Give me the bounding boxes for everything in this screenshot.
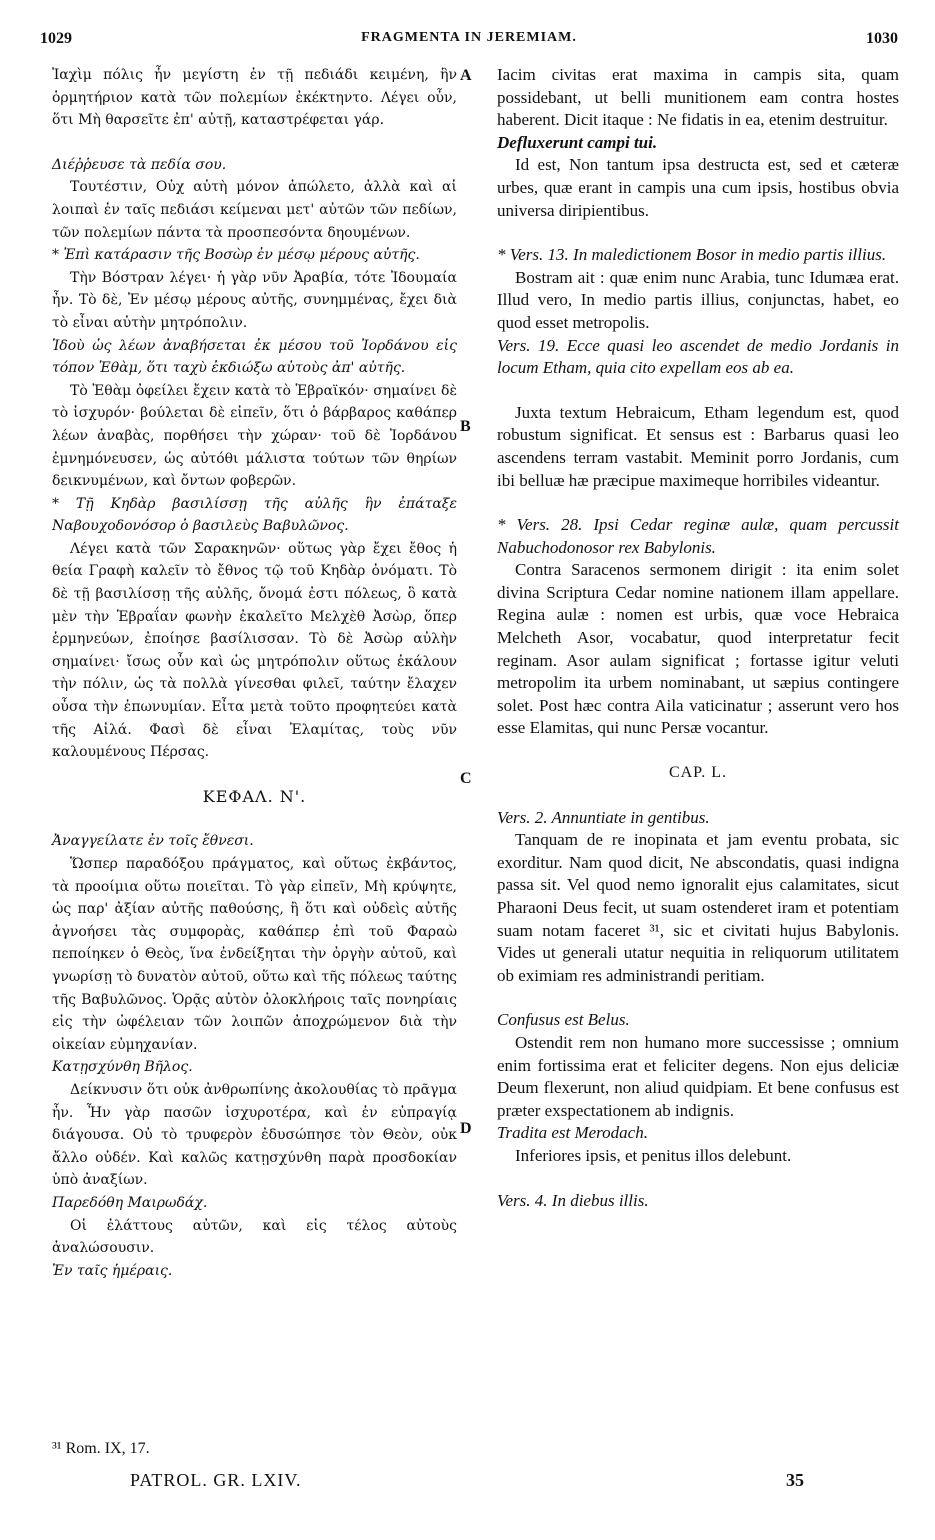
- latin-lemma: Tradita est Merodach.: [497, 1123, 648, 1143]
- latin-chapter-heading: CAP. L.: [668, 764, 728, 782]
- latin-lemma: Confusus est Belus.: [497, 1010, 630, 1030]
- latin-column: [497, 64, 899, 1212]
- greek-lemma: Παρεδόθη Μαιρωδάχ.: [52, 1194, 208, 1211]
- running-title: FRAGMENTA IN JEREMIAM.: [361, 30, 577, 45]
- running-header: [40, 30, 898, 54]
- volume-signature: PATROL. GR. LXIV.: [130, 1470, 302, 1490]
- greek-column: [52, 64, 457, 1282]
- greek-paragraph: Λέγει κατὰ τῶν Σαρακηνῶν· οὕτως γὰρ ἔχει ἔθος ἡ θεία Γραφὴ καλεῖν τὸ ἔθνος τῷ τοῦ Κηδὰρ ὀνόματι. Τὸ δὲ τῇ βασιλίσσῃ τῆς αὐλῆς, ὄνομά ἐστι πόλεως, ὃ κατὰ μὲν τὴν Ἑβραΐαν φωνὴν ἐκαλεῖτο Μελχὲθ Ἀσὼρ, ὅπερ ἑρμηνεύων, ἐποίησε βασίλισσαν. Τὸ δὲ Ἀσὼρ αὐλὴν σημαίνει· ἴσως οὖν καὶ ὡς μητρόπολιν οὕτως ἐκάλουν τὴν πόλιν, ὡς τὰ πολλὰ γίνεσθαι φιλεῖ, ταύτην ἔλαχεν οὖσα τὴν ἐπωνυμίαν. Εἶτα μετὰ τοῦτο προφητεύει κατὰ τῆς Αἰλά. Φασὶ δὲ εἶναι Ἐλαμίτας, τοὺς νῦν καλουμένους Πέρσας.: [52, 540, 457, 761]
- latin-paragraph: Inferiores ipsis, et penitus illos delebunt.: [515, 1145, 792, 1165]
- greek-chapter-heading: ΚΕΦΑΛ. Ν'.: [202, 786, 307, 806]
- greek-paragraph: Δείκνυσιν ὅτι οὐκ ἀνθρωπίνης ἀκολουθίας τὸ πρᾶγμα ἦν. Ἦν γὰρ πασῶν ἰσχυροτέρα, καὶ ἐν εὐπραγίᾳ διάγουσα. Οὐ τὸ τρυφερὸν ἐδυσώπησε τὸν Θεὸν, οὐκ ἄλλο οὐδέν. Καὶ καλῶς κατῃσχύνθη παρὰ προσδοκίαν ὑπὸ ἀναξίων.: [52, 1081, 457, 1189]
- greek-paragraph: Τὸ Ἐθὰμ ὀφείλει ἔχειν κατὰ τὸ Ἑβραϊκόν· σημαίνει δὲ τὸ ἰσχυρόν· βούλεται δὲ εἰπεῖν, ὅτι ὁ βάρβαρος καθάπερ λέων ἀναβὰς, πορθήσει τὴν χώραν· τοῦ δὲ Ἰορδάνου ἐμνημόνευσεν, ὡς αὐτόθι μάλιστα τούτων τῶν θηρίων δεικνυμένων, καὶ ὄντων φοβερῶν.: [52, 382, 457, 490]
- greek-paragraph: Οἱ ἐλάττους αὐτῶν, καὶ εἰς τέλος αὐτοὺς ἀναλώσουσιν.: [52, 1217, 457, 1257]
- latin-paragraph: Tanquam de re inopinata et jam eventu probata, sic exorditur. Nam quod dicit, Ne abscondatis, quasi indigna passa sit. Vel quod nemo ignoralit ejus calamitates, sicut Pharaoni Deus fecit, ut suam ostenderet iram et potentiam suam notam faceret ³¹, sic et civitati hujus Babylonis. Vides ut generali utatur nequitia in reliquorum utilitatem ob eximiam res administrandi peritiam.: [497, 830, 899, 985]
- greek-lemma: * Τῇ Κηδὰρ βασιλίσσῃ τῆς αὐλῆς ἣν ἐπάταξε Ναβουχοδονόσορ ὁ βασιλεὺς Βαβυλῶνος.: [52, 495, 457, 535]
- greek-paragraph: Τουτέστιν, Οὐχ αὐτὴ μόνον ἀπώλετο, ἀλλὰ καὶ αἱ λοιπαὶ ἐν ταῖς πεδιάσι κείμεναι μετ' αὐτῶν τῶν πεδίων, τῶν πολεμίων πάντα τὰ προσπεσόντα δηουμένων.: [52, 179, 457, 241]
- greek-lemma: * Ἐπὶ κατάρασιν τῆς Βοσὼρ ἐν μέσῳ μέρους αὐτῆς.: [52, 247, 420, 264]
- page-number-left: 1029: [40, 30, 72, 47]
- latin-paragraph: Ostendit rem non humano more successisse ; omnium enim fortissima erat et feliciter degens. Non ejus deliciæ Deum flexerunt, non aliud quidpiam. Et bene confusus est præter exspectationem ab indignis.: [497, 1032, 899, 1120]
- latin-paragraph: Juxta textum Hebraicum, Etham legendum est, quod robustum significat. Et sensus est : Barbarus quasi leo ascendens terram vastabit. Meminit porro Jordanis, cum ibi belluæ hæ præcipue maximeque horribiles videantur.: [497, 402, 899, 490]
- margin-letter-a: A: [460, 67, 472, 84]
- margin-letter-c: C: [460, 770, 472, 787]
- margin-letter-b: B: [460, 418, 471, 435]
- greek-paragraph: Ἰαχὶμ πόλις ἦν μεγίστη ἐν τῇ πεδιάδι κειμένη, ἣν ὁρμητήριον κατὰ τῶν πολεμίων ἐκέκτηντο. Λέγει οὖν, ὅτι Μὴ θαρσεῖτε ἐπ' αὐτῇ, καταστρέφεται γάρ.: [52, 67, 457, 129]
- margin-letter-d: D: [460, 1120, 472, 1137]
- greek-paragraph: Ὥσπερ παραδόξου πράγματος, καὶ οὕτως ἐκβάντος, τὰ προοίμια οὕτω ποιεῖται. Τὸ γὰρ εἰπεῖν, Μὴ κρύψητε, ὡς παρ' ἀξίαν αὐτῆς παθούσης, ἢ ὅτι καὶ οὐδεὶς αὐτῆς ἀγνοήσει τὰς συμφορὰς, καθάπερ ἐπὶ τοῦ Φαραὼ πεποίηκεν ὁ Θεὸς, ἵνα ἐνδείξηται τὴν ὀργὴν αὐτοῦ, καὶ γνωρίσῃ τὸ δυνατὸν αὐτοῦ, οὕτω καὶ τῆς πόλεως ταύτης τῆς Βαβυλῶνος. Ὁρᾷς αὐτὸν ὁλοκλήροις ταῖς πονηρίαις εἰς τὴν ὠφέλειαν τῶν λοιπῶν ἀποχρώμενον διὰ τὴν οἰκείαν εὐμηχανίαν.: [52, 856, 457, 1053]
- greek-lemma: Ἐν ταῖς ἡμέραις.: [52, 1262, 173, 1279]
- latin-lemma: * Vers. 28. Ipsi Cedar reginæ aulæ, quam percussit Nabuchodonosor rex Babylonis.: [497, 515, 899, 557]
- footnote: ³¹ Rom. IX, 17.: [52, 1440, 150, 1457]
- latin-lemma: Vers. 19. Ecce quasi leo ascendet de medio Jordanis in locum Etham, quia cito expellam eos ab ea.: [497, 335, 899, 378]
- greek-paragraph: Τὴν Βόστραν λέγει· ἡ γὰρ νῦν Ἀραβία, τότε Ἰδουμαία ἦν. Τὸ δὲ, Ἐν μέσῳ μέρους αὐτῆς, συνημμένας, ἔχει διὰ τὸ εἶναι αὐτὴν μητρόπολιν.: [52, 269, 457, 331]
- latin-paragraph: Id est, Non tantum ipsa destructa est, sed et cæteræ urbes, quæ erant in campis una cum ipsis, hostibus obvia universa diripientibus.: [497, 155, 899, 220]
- greek-lemma: Ἀναγγείλατε ἐν τοῖς ἔθνεσι.: [52, 833, 254, 850]
- signature-number: 35: [786, 1470, 804, 1490]
- greek-lemma: Ἰδοὺ ὡς λέων ἀναβήσεται ἐκ μέσου τοῦ Ἰορδάνου εἰς τόπον Ἐθὰμ, ὅτι ταχὺ ἐκδιώξω αὐτοὺς ἀπ' αὐτῆς.: [52, 337, 457, 377]
- latin-lemma: Vers. 4. In diebus illis.: [497, 1190, 649, 1210]
- greek-lemma: Κατῃσχύνθη Βῆλος.: [52, 1059, 193, 1076]
- latin-lemma: * Vers. 13. In maledictionem Bosor in medio partis illius.: [497, 245, 887, 265]
- page-number-right: 1030: [866, 30, 898, 47]
- latin-paragraph: Iacim civitas erat maxima in campis sita, quam possidebant, ut belli munitionem eam contra hostes haberent. Dicit itaque : Ne fidatis in ea, etenim destruitur.: [497, 65, 899, 130]
- latin-lemma: Defluxerunt campi tui.: [497, 132, 658, 152]
- latin-paragraph: Bostram ait : quæ enim nunc Arabia, tunc Idumæa erat. Illud vero, In medio partis illius, conjunctas, habet, eo quod esset metropolis.: [497, 267, 899, 332]
- greek-lemma: Διέῤῥευσε τὰ πεδία σου.: [52, 156, 227, 173]
- latin-paragraph: Contra Saracenos sermonem dirigit : ita enim solet divina Scriptura Cedar nomine nationem illam appellare. Regina aulæ : nomen est urbis, quæ voce Hebraica Melcheth Asor, vocabatur, quod interpretatur fecit reginam. Asor aulam significat ; fortasse igitur veluti metropolim ita urbem nominabant, ut sæpius contingere solet. Post hæc contra Aila vaticinatur ; asserunt vero hos esse Elamitas, qui nunc Persæ vocantur.: [497, 560, 899, 738]
- latin-lemma: Vers. 2. Annuntiate in gentibus.: [497, 807, 710, 827]
